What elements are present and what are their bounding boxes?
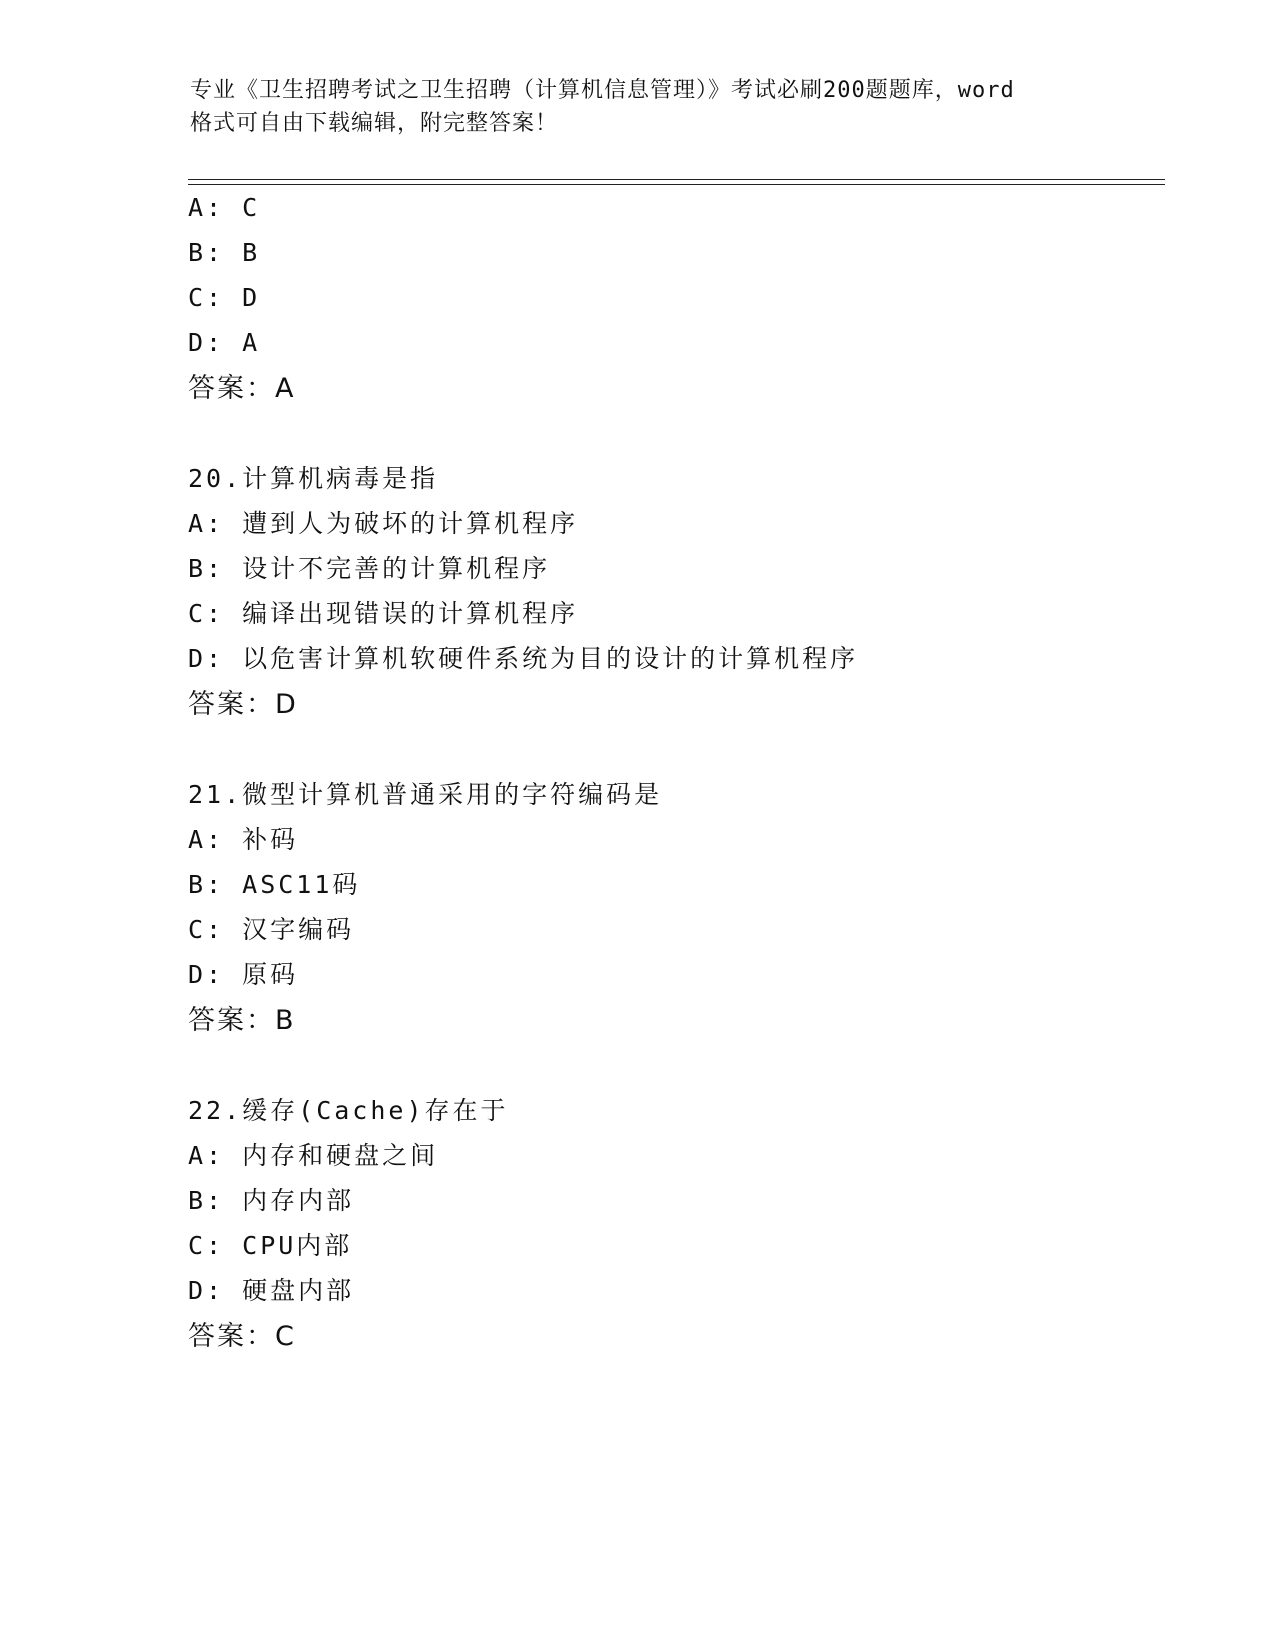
option-c: C: CPU内部 (188, 1231, 353, 1260)
option-a: A: 遭到人为破坏的计算机程序 (188, 509, 579, 538)
answer-line: 答案：A (188, 373, 296, 404)
option-b: B: 内存内部 (188, 1186, 355, 1215)
header-title-line-1: 专业《卫生招聘考试之卫生招聘（计算机信息管理）》考试必刷200题题库，word (190, 78, 1015, 103)
option-a: A: C (188, 193, 261, 222)
option-d: D: 以危害计算机软硬件系统为目的设计的计算机程序 (188, 644, 859, 673)
option-a: A: 内存和硬盘之间 (188, 1141, 439, 1170)
option-b: B: ASC11码 (188, 870, 361, 899)
option-b: B: B (188, 238, 261, 267)
header-divider-bottom (188, 184, 1165, 185)
document-header (190, 74, 1110, 140)
option-c: C: D (188, 283, 261, 312)
option-b: B: 设计不完善的计算机程序 (188, 554, 551, 583)
header-title-line-2: 格式可自由下载编辑，附完整答案！ (190, 111, 559, 136)
answer-line: 答案：B (188, 1005, 296, 1036)
option-d: D: 原码 (188, 960, 299, 989)
option-c: C: 编译出现错误的计算机程序 (188, 599, 579, 628)
option-d: D: 硬盘内部 (188, 1276, 355, 1305)
answer-line: 答案：D (188, 689, 298, 720)
option-c: C: 汉字编码 (188, 915, 355, 944)
header-divider-top (188, 179, 1165, 180)
question-22: 22.缓存(Cache)存在于 (188, 1096, 509, 1125)
option-a: A: 补码 (188, 825, 299, 854)
question-21: 21.微型计算机普通采用的字符编码是 (188, 780, 663, 809)
question-20: 20.计算机病毒是指 (188, 464, 439, 493)
option-d: D: A (188, 328, 261, 357)
answer-line: 答案：C (188, 1321, 296, 1352)
